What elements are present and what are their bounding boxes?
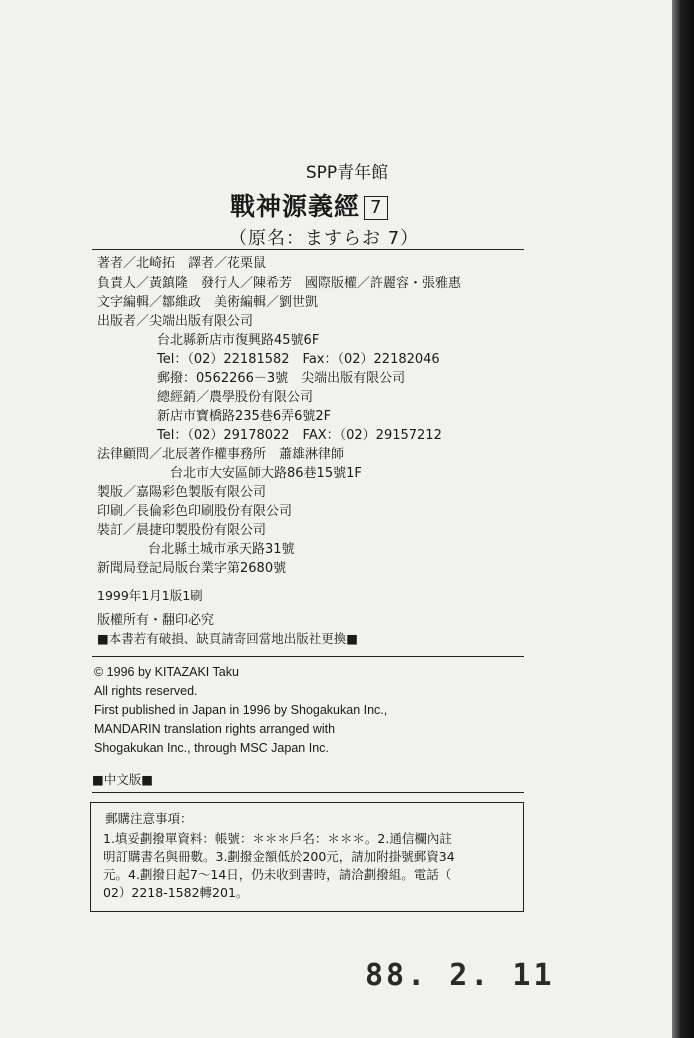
rights-reserved-zh: 版權所有・翻印必究 (97, 613, 215, 628)
postal-account: 郵撥：0562266－3號 尖端出版有限公司 (157, 371, 406, 386)
legal-line: 法律顧問／北辰著作權事務所 蕭雄淋律師 (97, 447, 345, 462)
publisher-address: 台北縣新店市復興路45號6F (157, 333, 320, 348)
mail-order-line-1: 1.填妥劃撥單資料：帳號：＊＊＊戶名：＊＊＊。2.通信欄內註 (103, 831, 452, 846)
volume-box: 7 (364, 196, 388, 220)
binder-address: 台北縣土城市承天路31號 (148, 542, 295, 557)
book-title: 戰神源義經 (230, 192, 361, 221)
rights-reserved-en: All rights reserved. (94, 684, 198, 698)
book-title-line (230, 187, 388, 223)
middle-divider (92, 656, 524, 657)
edition-date: 1999年1月1版1刷 (97, 588, 203, 603)
top-divider (92, 249, 524, 250)
chinese-edition-label: ■中文版■ (92, 772, 154, 787)
first-published: First published in Japan in 1996 by Shogakukan Inc., (94, 703, 388, 717)
plate-maker: 製版／嘉陽彩色製版有限公司 (97, 485, 267, 500)
date-stamp: 88. 2. 11 (365, 958, 555, 993)
copyright-line: © 1996 by KITAZAKI Taku (94, 665, 239, 679)
series-name: SPP青年館 (305, 163, 389, 183)
mail-order-line-4: 02）2218-1582轉201。 (103, 885, 249, 900)
distributor-tel: Tel：（02）29178022 FAX：（02）29157212 (157, 428, 442, 443)
registration: 新聞局登記局版台業字第2680號 (97, 561, 287, 576)
book-spine-edge (672, 0, 694, 1038)
printer: 印刷／長倫彩色印刷股份有限公司 (97, 504, 293, 519)
publisher-line: 出版者／尖端出版有限公司 (97, 314, 254, 329)
return-notice: ■本書若有破損、缺頁請寄回當地出版社更換■ (97, 631, 359, 646)
mail-order-notice-box (90, 802, 524, 912)
mail-order-heading: 郵購注意事項： (105, 811, 193, 826)
mail-order-line-3: 元。4.劃撥日起7～14日，仍未收到書時，請洽劃撥組。電話（ (103, 867, 452, 882)
bottom-divider (92, 792, 524, 793)
agency-line: Shogakukan Inc., through MSC Japan Inc. (94, 741, 329, 755)
legal-address: 台北市大安區師大路86巷15號1F (170, 466, 362, 481)
publisher-tel: Tel：（02）22181582 Fax：（02）22182046 (157, 352, 440, 367)
mandarin-rights: MANDARIN translation rights arranged with (94, 722, 336, 736)
author-line: 著者／北崎拓 譯者／花栗鼠 (97, 256, 267, 271)
original-title: （原名：ますらお 7） (229, 228, 420, 249)
distributor-address: 新店市寶橋路235巷6弄6號2F (157, 409, 332, 424)
mail-order-line-2: 明訂購書名與冊數。3.劃撥金額低於200元，請加附掛號郵資34 (103, 849, 455, 864)
binder: 裝訂／晨捷印製股份有限公司 (97, 523, 267, 538)
distributor: 總經銷／農學股份有限公司 (157, 390, 314, 405)
editors-line: 文字編輯／鄒維政 美術編輯／劉世凱 (97, 295, 319, 310)
responsible-line: 負責人／黃鎮隆 發行人／陳希芳 國際版權／許麗容・張雅惠 (97, 276, 462, 291)
